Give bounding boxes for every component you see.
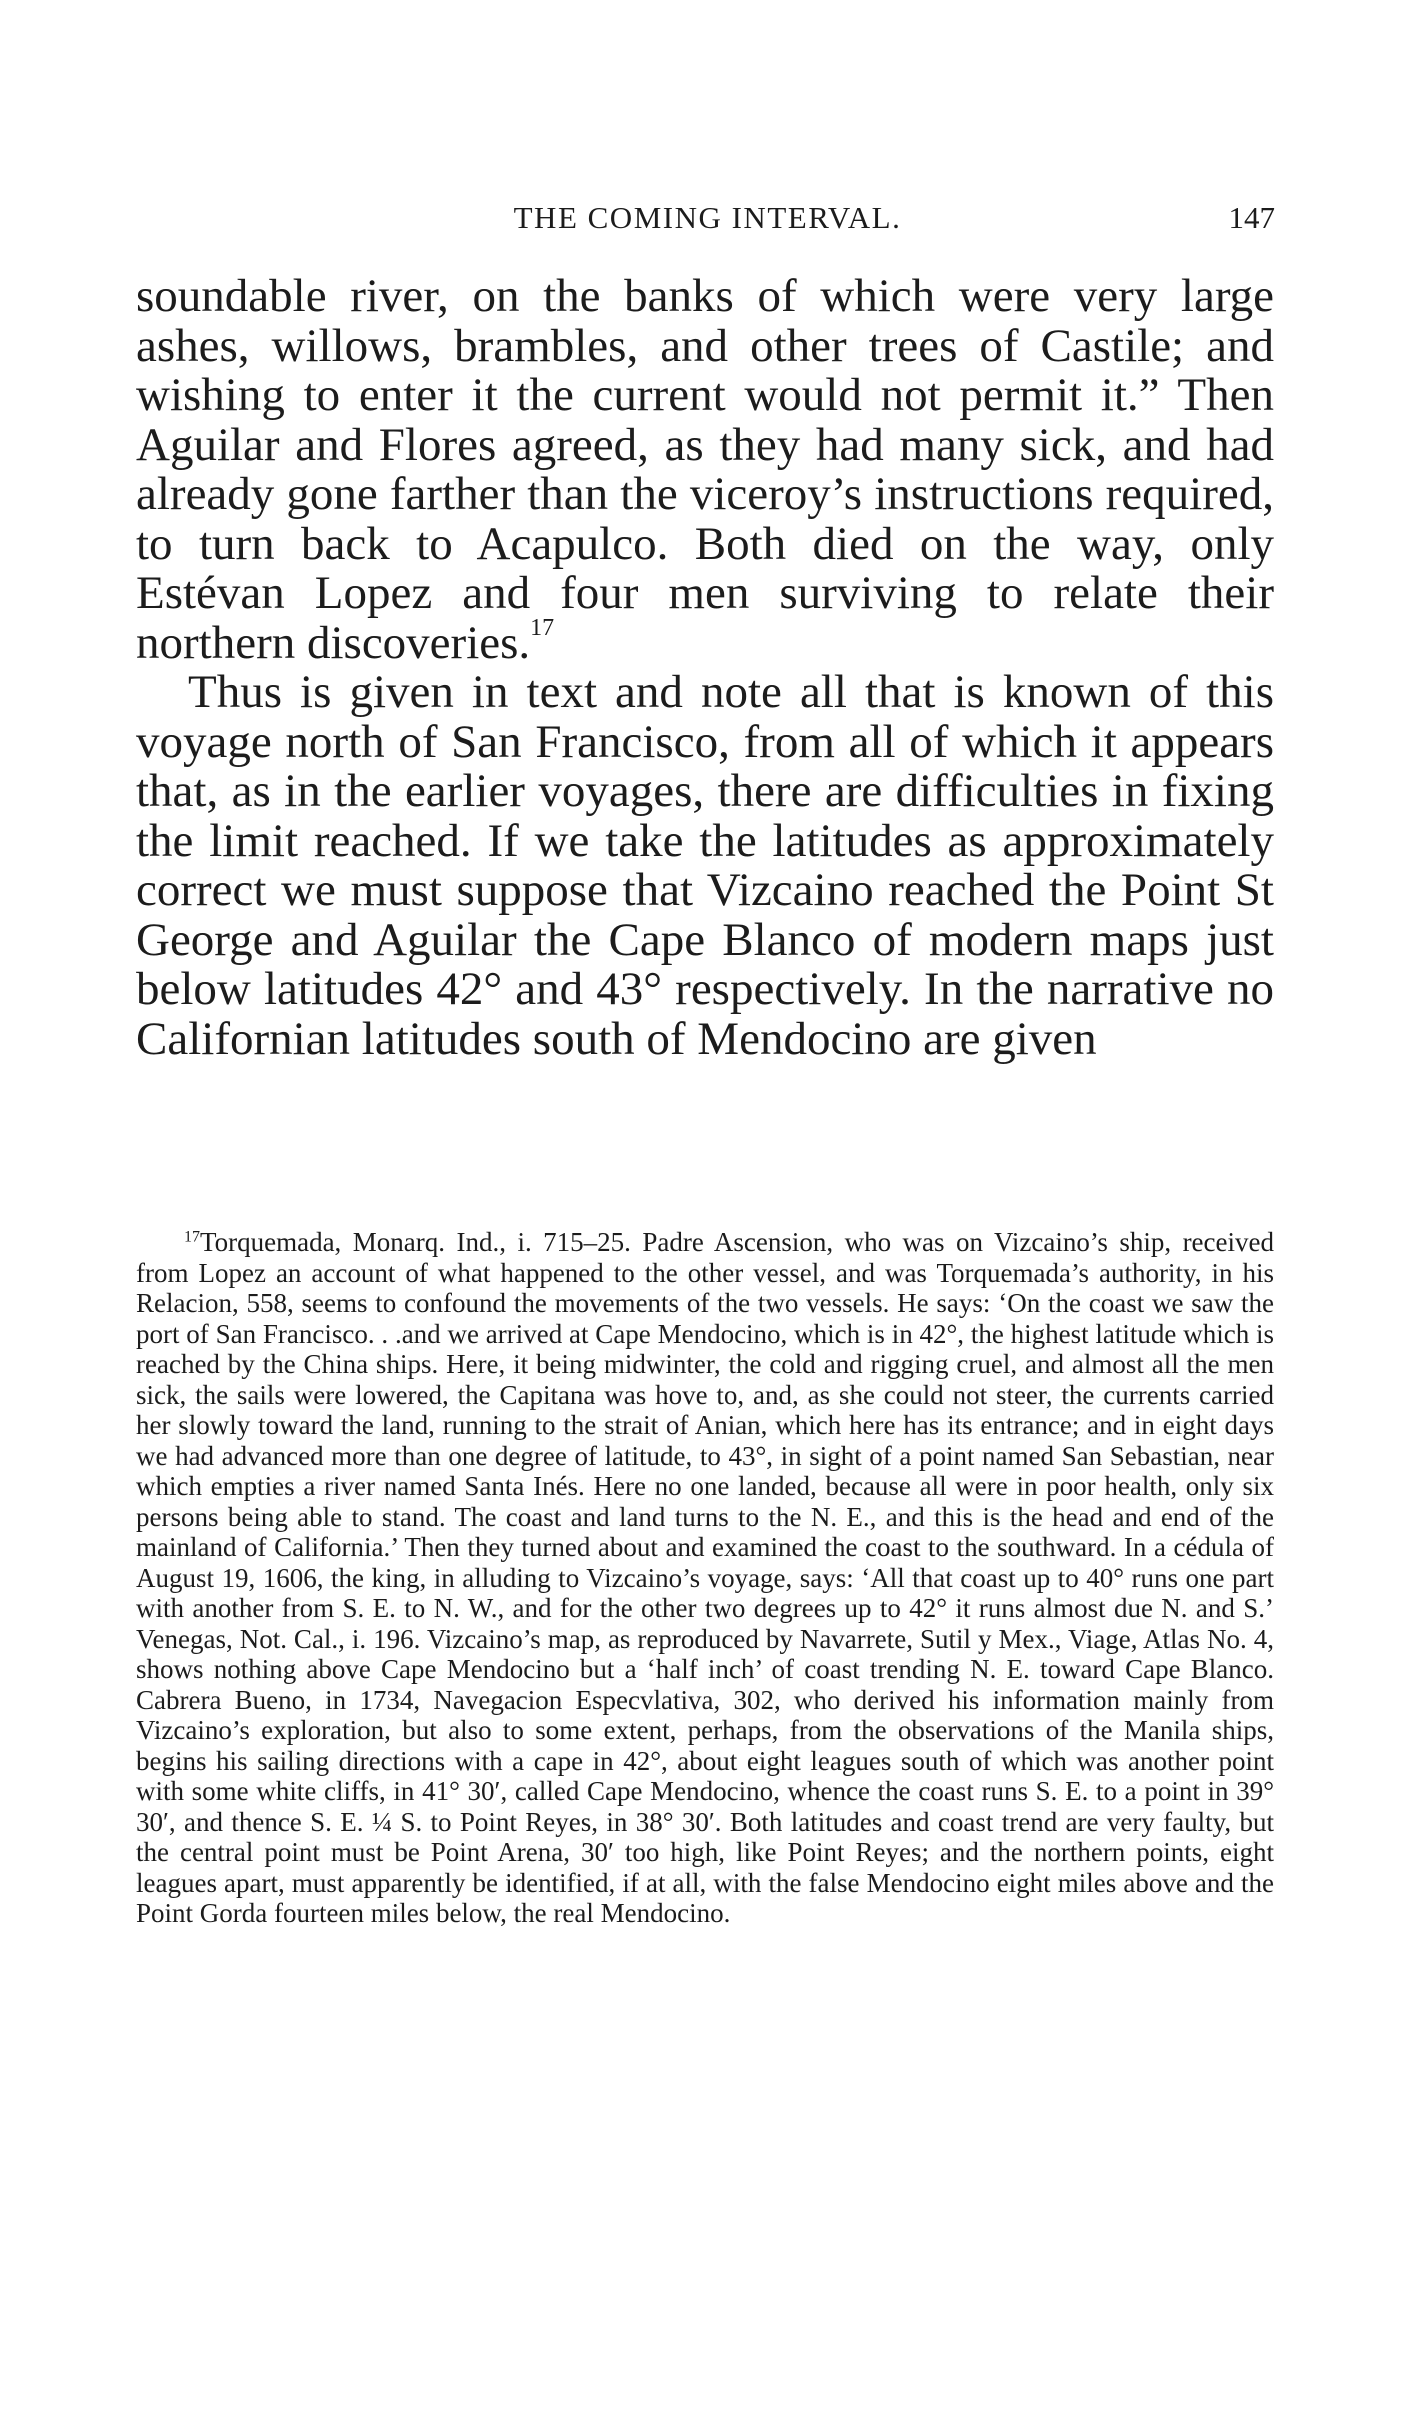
page-number: 147 <box>1228 200 1275 235</box>
paragraph <box>136 668 1274 1064</box>
running-head <box>140 196 1275 240</box>
paragraph-continuation <box>136 272 1274 668</box>
footnotes <box>136 1227 1274 1929</box>
footnote <box>136 1227 1274 1929</box>
main-text <box>136 272 1274 1064</box>
running-head-title: THE COMING INTERVAL. <box>513 200 902 235</box>
paragraph-text: soundable river, on the banks of which were very large ashes, willows, brambles, and other trees of Castile; and wishing to enter it the current would not permit it.” Then Aguilar and Flores agreed, as they had many sick, and had already gone farther than the viceroy’s instructions required, to turn back to Acapulco. Both died on the way, only Estévan Lopez and four men surviving to relate their northern discoveries. <box>136 270 1274 669</box>
footnote-number: 17 <box>184 1228 200 1246</box>
footnote-text: Torquemada, Monarq. Ind., i. 715–25. Padre Ascension, who was on Vizcaino’s ship, received from Lopez an account of what happened to the other vessel, and was Torquemada’s authority, in his Relacion, 558, seems to confound the movements of the two vessels. He says: ‘On the coast we saw the port of San Francisco. . .and we arrived at Cape Mendocino, which is in 42°, the highest latitude which is reached by the China ships. Here, it being midwinter, the cold and rigging cruel, and almost all the men sick, the sails were lowered, the Capitana was hove to, and, as she could not steer, the currents carried her slowly toward the land, running to the strait of Anian, which here has its entrance; and in eight days we had advanced more than one degree of latitude, to 43°, in sight of a point named San Sebastian, near which empties a river named Santa Inés. Here no one landed, because all were in poor health, only six persons being able to stand. The coast and land turns to the N. E., and this is the head and end of the mainland of California.’ Then they turned about and examined the coast to the southward. In a cédula of August 19, 1606, the king, in alluding to Vizcaino’s voyage, says: ‘All that coast up to 40° runs one part with another from S. E. to N. W., and for the other two degrees up to 42° it runs almost due N. and S.’ Venegas, Not. Cal., i. 196. Vizcaino’s map, as reproduced by Navarrete, Sutil y Mex., Viage, Atlas No. 4, shows nothing above Cape Mendocino but a ‘half inch’ of coast trending N. E. toward Cape Blanco. Cabrera Bueno, in 1734, Navegacion Especvlativa, 302, who derived his information mainly from Vizcaino’s exploration, but also to some extent, perhaps, from the observations of the Manila ships, begins his sailing directions with a cape in 42°, about eight leagues south of which was another point with some white cliffs, in 41° 30′, called Cape Mendocino, whence the coast runs S. E. to a point in 39° 30′, and thence S. E. ¼ S. to Point Reyes, in 38° 30′. Both latitudes and coast trend are very faulty, but the central point must be Point Arena, 30′ too high, like Point Reyes; and the northern points, eight leagues apart, must apparently be identified, if at all, with the false Mendocino eight miles above and the Point Gorda fourteen miles below, the real Mendocino. <box>136 1227 1274 1928</box>
paragraph-text: Thus is given in text and note all that is known of this voyage north of San Francisco, from all of which it appears that, as in the earlier voyages, there are difficulties in fixing the limit reached. If we take the latitudes as approximately correct we must suppose that Vizcaino reached the Point St George and Aguilar the Cape Blanco of modern maps just below latitudes 42° and 43° respectively. In the narrative no Californian latitudes south of Mendocino are given <box>136 666 1274 1065</box>
footnote-reference: 17 <box>530 614 555 641</box>
